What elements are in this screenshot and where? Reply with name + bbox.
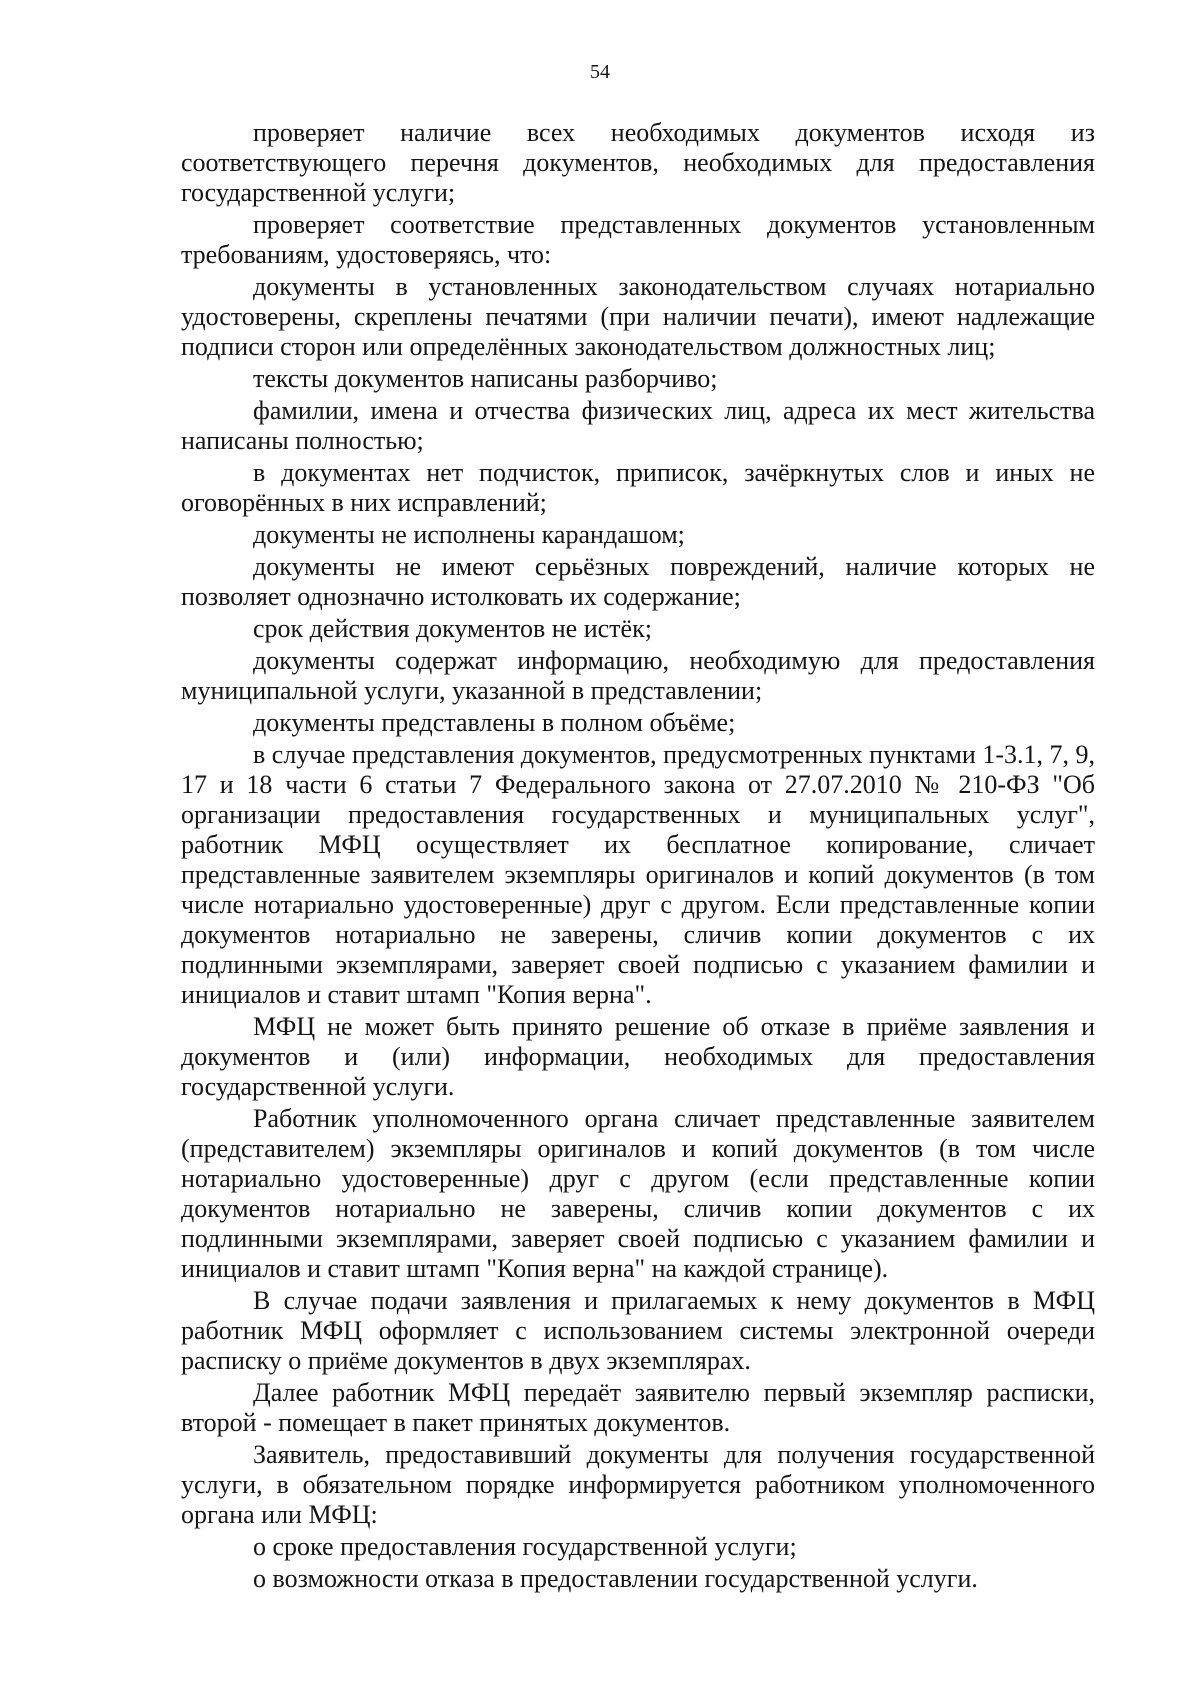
paragraph-check-presence: проверяет наличие всех необходимых документов исходя из соответствующего перечня документов, необходимых для предоставления государственной услуги; xyxy=(181,118,1095,207)
document-body xyxy=(181,118,1095,1594)
paragraph-term: о сроке предоставления государственной услуги; xyxy=(253,1532,797,1561)
paragraph-no-refusal: МФЦ не может быть принято решение об отказе в приёме заявления и документов и (или) информации, необходимых для предоставления государственной услуги. xyxy=(181,1012,1095,1101)
paragraph-not-expired: срок действия документов не истёк; xyxy=(253,614,652,643)
paragraph-contains-info: документы содержат информацию, необходимую для предоставления муниципальной услуги, указанной в представлении; xyxy=(181,646,1095,705)
paragraph-full-names: фамилии, имена и отчества физических лиц, адреса их мест жительства написаны полностью; xyxy=(181,396,1095,455)
paragraph-notarized: документы в установленных законодательством случаях нотариально удостоверены, скреплены печатями (при наличии печати), имеют надлежащие подписи сторон или определённых законодательством должностных лиц; xyxy=(181,272,1095,361)
paragraph-full-volume: документы представлены в полном объёме; xyxy=(253,708,736,737)
paragraph-no-erasures: в документах нет подчисток, приписок, зачёркнутых слов и иных не оговорённых в них исправлений; xyxy=(181,458,1095,517)
paragraph-not-pencil: документы не исполнены карандашом; xyxy=(253,520,685,549)
paragraph-check-compliance: проверяет соответствие представленных документов установленным требованиям, удостоверяясь, что: xyxy=(181,210,1095,269)
page-number: 54 xyxy=(590,61,610,83)
paragraph-receipt: В случае подачи заявления и прилагаемых к нему документов в МФЦ работник МФЦ оформляет с использованием системы электронной очереди расписку о приёме документов в двух экземплярах. xyxy=(181,1286,1095,1375)
paragraph-authority-compare: Работник уполномоченного органа сличает представленные заявителем (представителем) экземпляры оригиналов и копий документов (в том числе нотариально удостоверенные) друг с другом (если представленные копии документов нотариально не заверены, сличив копии документов с их подлинными экземплярами, заверяет своей подписью с указанием фамилии и инициалов и ставит штамп "Копия верна" на каждой странице). xyxy=(181,1104,1095,1283)
paragraph-legible: тексты документов написаны разборчиво; xyxy=(253,364,718,393)
paragraph-refusal-possibility: о возможности отказа в предоставлении государственной услуги. xyxy=(253,1564,978,1593)
paragraph-applicant-informed: Заявитель, предоставивший документы для получения государственной услуги, в обязательном порядке информируется работником уполномоченного органа или МФЦ: xyxy=(181,1440,1095,1529)
paragraph-no-damage: документы не имеют серьёзных повреждений, наличие которых не позволяет однозначно истолковать их содержание; xyxy=(181,552,1095,611)
paragraph-mfc-copying: в случае представления документов, предусмотренных пунктами 1-3.1, 7, 9, 17 и 18 части 6 статьи 7 Федерального закона от 27.07.2010 № 210-ФЗ "Об организации предоставления государственных и муниципальных услуг", работник МФЦ осуществляет их бесплатное копирование, сличает представленные заявителем экземпляры оригиналов и копий документов (в том числе нотариально удостоверенные) друг с другом. Если представленные копии документов нотариально не заверены, сличив копии документов с их подлинными экземплярами, заверяет своей подписью с указанием фамилии и инициалов и ставит штамп "Копия верна". xyxy=(181,740,1096,1009)
paragraph-receipt-transfer: Далее работник МФЦ передаёт заявителю первый экземпляр расписки, второй - помещает в пакет принятых документов. xyxy=(181,1378,1095,1437)
